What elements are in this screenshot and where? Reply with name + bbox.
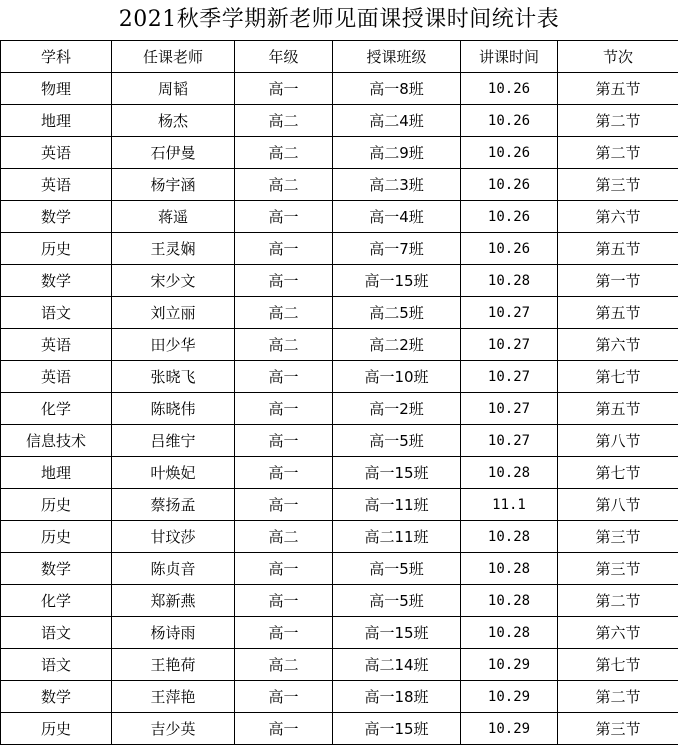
table-row [1, 329, 678, 361]
subject-cell[interactable]: 英语 [1, 169, 112, 201]
class-cell[interactable]: 高二14班 [333, 649, 461, 681]
time-cell[interactable]: 10.28 [461, 617, 558, 649]
time-cell[interactable]: 10.26 [461, 73, 558, 105]
class-cell[interactable]: 高一11班 [333, 489, 461, 521]
grade-cell[interactable]: 高一 [235, 73, 333, 105]
table-row [1, 521, 678, 553]
table-row [1, 649, 678, 681]
table-row [1, 457, 678, 489]
grade-cell[interactable]: 高一 [235, 489, 333, 521]
class-cell[interactable]: 高一2班 [333, 393, 461, 425]
grade-cell[interactable]: 高二 [235, 169, 333, 201]
class-cell[interactable]: 高一15班 [333, 457, 461, 489]
table-row [1, 617, 678, 649]
table-body [1, 41, 678, 745]
table-row [1, 553, 678, 585]
grade-cell[interactable]: 高二 [235, 105, 333, 137]
period-cell[interactable]: 第七节 [558, 649, 678, 681]
period-cell[interactable]: 第五节 [558, 233, 678, 265]
table-row [1, 265, 678, 297]
period-cell[interactable]: 第三节 [558, 169, 678, 201]
grade-cell[interactable]: 高一 [235, 617, 333, 649]
teacher-cell[interactable]: 王艳荷 [112, 649, 235, 681]
time-cell[interactable]: 10.29 [461, 681, 558, 713]
period-cell[interactable]: 第五节 [558, 73, 678, 105]
header-cell[interactable]: 学科 [1, 41, 112, 73]
subject-cell[interactable]: 化学 [1, 393, 112, 425]
teacher-cell[interactable]: 陈贞音 [112, 553, 235, 585]
class-cell[interactable]: 高二2班 [333, 329, 461, 361]
subject-cell[interactable]: 历史 [1, 521, 112, 553]
header-cell[interactable]: 讲课时间 [461, 41, 558, 73]
teacher-cell[interactable]: 王萍艳 [112, 681, 235, 713]
subject-cell[interactable]: 数学 [1, 553, 112, 585]
table-row [1, 137, 678, 169]
time-cell[interactable]: 10.28 [461, 457, 558, 489]
teacher-cell[interactable]: 杨宇涵 [112, 169, 235, 201]
period-cell[interactable]: 第三节 [558, 521, 678, 553]
class-cell[interactable]: 高一15班 [333, 265, 461, 297]
period-cell[interactable]: 第二节 [558, 105, 678, 137]
class-cell[interactable]: 高一18班 [333, 681, 461, 713]
teacher-cell[interactable]: 王灵娴 [112, 233, 235, 265]
class-cell[interactable]: 高二11班 [333, 521, 461, 553]
subject-cell[interactable]: 英语 [1, 137, 112, 169]
period-cell[interactable]: 第八节 [558, 425, 678, 457]
grade-cell[interactable]: 高一 [235, 457, 333, 489]
table-row [1, 73, 678, 105]
subject-cell[interactable]: 地理 [1, 105, 112, 137]
grade-cell[interactable]: 高一 [235, 425, 333, 457]
grade-cell[interactable]: 高一 [235, 585, 333, 617]
time-cell[interactable]: 10.26 [461, 105, 558, 137]
subject-cell[interactable]: 数学 [1, 265, 112, 297]
table-row [1, 585, 678, 617]
period-cell[interactable]: 第六节 [558, 329, 678, 361]
teacher-cell[interactable]: 张晓飞 [112, 361, 235, 393]
teacher-cell[interactable]: 刘立丽 [112, 297, 235, 329]
time-cell[interactable]: 10.27 [461, 297, 558, 329]
time-cell[interactable]: 10.26 [461, 201, 558, 233]
subject-cell[interactable]: 语文 [1, 297, 112, 329]
period-cell[interactable]: 第五节 [558, 393, 678, 425]
grade-cell[interactable]: 高二 [235, 521, 333, 553]
time-cell[interactable]: 10.29 [461, 713, 558, 745]
time-cell[interactable]: 10.28 [461, 265, 558, 297]
class-cell[interactable]: 高一7班 [333, 233, 461, 265]
teacher-cell[interactable]: 吉少英 [112, 713, 235, 745]
period-cell[interactable]: 第七节 [558, 361, 678, 393]
teacher-cell[interactable]: 陈晓伟 [112, 393, 235, 425]
header-row [1, 41, 678, 73]
class-cell[interactable]: 高一8班 [333, 73, 461, 105]
subject-cell[interactable]: 语文 [1, 649, 112, 681]
period-cell[interactable]: 第二节 [558, 137, 678, 169]
header-cell[interactable]: 节次 [558, 41, 678, 73]
period-cell[interactable]: 第六节 [558, 201, 678, 233]
grade-cell[interactable]: 高一 [235, 361, 333, 393]
table-row [1, 489, 678, 521]
teacher-cell[interactable]: 蒋遥 [112, 201, 235, 233]
teacher-cell[interactable]: 田少华 [112, 329, 235, 361]
teacher-cell[interactable]: 宋少文 [112, 265, 235, 297]
header-cell[interactable]: 任课老师 [112, 41, 235, 73]
time-cell[interactable]: 10.28 [461, 585, 558, 617]
subject-cell[interactable]: 数学 [1, 681, 112, 713]
subject-cell[interactable]: 数学 [1, 201, 112, 233]
period-cell[interactable]: 第六节 [558, 617, 678, 649]
time-cell[interactable]: 10.27 [461, 393, 558, 425]
time-cell[interactable]: 10.27 [461, 425, 558, 457]
class-cell[interactable]: 高二9班 [333, 137, 461, 169]
teacher-cell[interactable]: 吕维宁 [112, 425, 235, 457]
table-row [1, 425, 678, 457]
class-cell[interactable]: 高一15班 [333, 617, 461, 649]
grade-cell[interactable]: 高一 [235, 713, 333, 745]
table-row [1, 681, 678, 713]
grade-cell[interactable]: 高一 [235, 681, 333, 713]
teacher-cell[interactable]: 郑新燕 [112, 585, 235, 617]
grade-cell[interactable]: 高一 [235, 265, 333, 297]
grade-cell[interactable]: 高二 [235, 649, 333, 681]
subject-cell[interactable]: 信息技术 [1, 425, 112, 457]
table-row [1, 713, 678, 745]
time-cell[interactable]: 10.26 [461, 137, 558, 169]
subject-cell[interactable]: 物理 [1, 73, 112, 105]
table-row [1, 361, 678, 393]
grade-cell[interactable]: 高二 [235, 297, 333, 329]
time-cell[interactable]: 10.28 [461, 553, 558, 585]
period-cell[interactable]: 第三节 [558, 713, 678, 745]
period-cell[interactable]: 第二节 [558, 585, 678, 617]
header-cell[interactable]: 授课班级 [333, 41, 461, 73]
subject-cell[interactable]: 语文 [1, 617, 112, 649]
table-row [1, 201, 678, 233]
class-cell[interactable]: 高一5班 [333, 425, 461, 457]
grade-cell[interactable]: 高一 [235, 233, 333, 265]
class-cell[interactable]: 高一15班 [333, 713, 461, 745]
period-cell[interactable]: 第一节 [558, 265, 678, 297]
time-cell[interactable]: 10.26 [461, 233, 558, 265]
class-cell[interactable]: 高二5班 [333, 297, 461, 329]
period-cell[interactable]: 第三节 [558, 553, 678, 585]
period-cell[interactable]: 第二节 [558, 681, 678, 713]
class-cell[interactable]: 高二4班 [333, 105, 461, 137]
time-cell[interactable]: 10.28 [461, 521, 558, 553]
grade-cell[interactable]: 高一 [235, 201, 333, 233]
header-cell[interactable]: 年级 [235, 41, 333, 73]
teacher-cell[interactable]: 杨杰 [112, 105, 235, 137]
teacher-cell[interactable]: 蔡扬孟 [112, 489, 235, 521]
class-cell[interactable]: 高一5班 [333, 553, 461, 585]
grade-cell[interactable]: 高一 [235, 393, 333, 425]
sheet-title: 2021秋季学期新老师见面课授课时间统计表 [0, 0, 678, 40]
teacher-cell[interactable]: 杨诗雨 [112, 617, 235, 649]
subject-cell[interactable]: 英语 [1, 329, 112, 361]
class-cell[interactable]: 高二3班 [333, 169, 461, 201]
time-cell[interactable]: 10.27 [461, 361, 558, 393]
subject-cell[interactable]: 英语 [1, 361, 112, 393]
subject-cell[interactable]: 地理 [1, 457, 112, 489]
time-cell[interactable]: 10.27 [461, 329, 558, 361]
time-cell[interactable]: 10.29 [461, 649, 558, 681]
class-cell[interactable]: 高一10班 [333, 361, 461, 393]
table-row [1, 169, 678, 201]
grade-cell[interactable]: 高二 [235, 137, 333, 169]
subject-cell[interactable]: 化学 [1, 585, 112, 617]
table-row [1, 105, 678, 137]
subject-cell[interactable]: 历史 [1, 489, 112, 521]
subject-cell[interactable]: 历史 [1, 713, 112, 745]
subject-cell[interactable]: 历史 [1, 233, 112, 265]
period-cell[interactable]: 第五节 [558, 297, 678, 329]
grade-cell[interactable]: 高一 [235, 553, 333, 585]
class-cell[interactable]: 高一4班 [333, 201, 461, 233]
period-cell[interactable]: 第七节 [558, 457, 678, 489]
table-row [1, 393, 678, 425]
schedule-table [0, 40, 678, 745]
table-row [1, 233, 678, 265]
class-cell[interactable]: 高一5班 [333, 585, 461, 617]
table-row [1, 297, 678, 329]
teacher-cell[interactable]: 周韬 [112, 73, 235, 105]
time-cell[interactable]: 11.1 [461, 489, 558, 521]
time-cell[interactable]: 10.26 [461, 169, 558, 201]
teacher-cell[interactable]: 石伊曼 [112, 137, 235, 169]
period-cell[interactable]: 第八节 [558, 489, 678, 521]
grade-cell[interactable]: 高二 [235, 329, 333, 361]
teacher-cell[interactable]: 叶焕妃 [112, 457, 235, 489]
teacher-cell[interactable]: 甘玟莎 [112, 521, 235, 553]
